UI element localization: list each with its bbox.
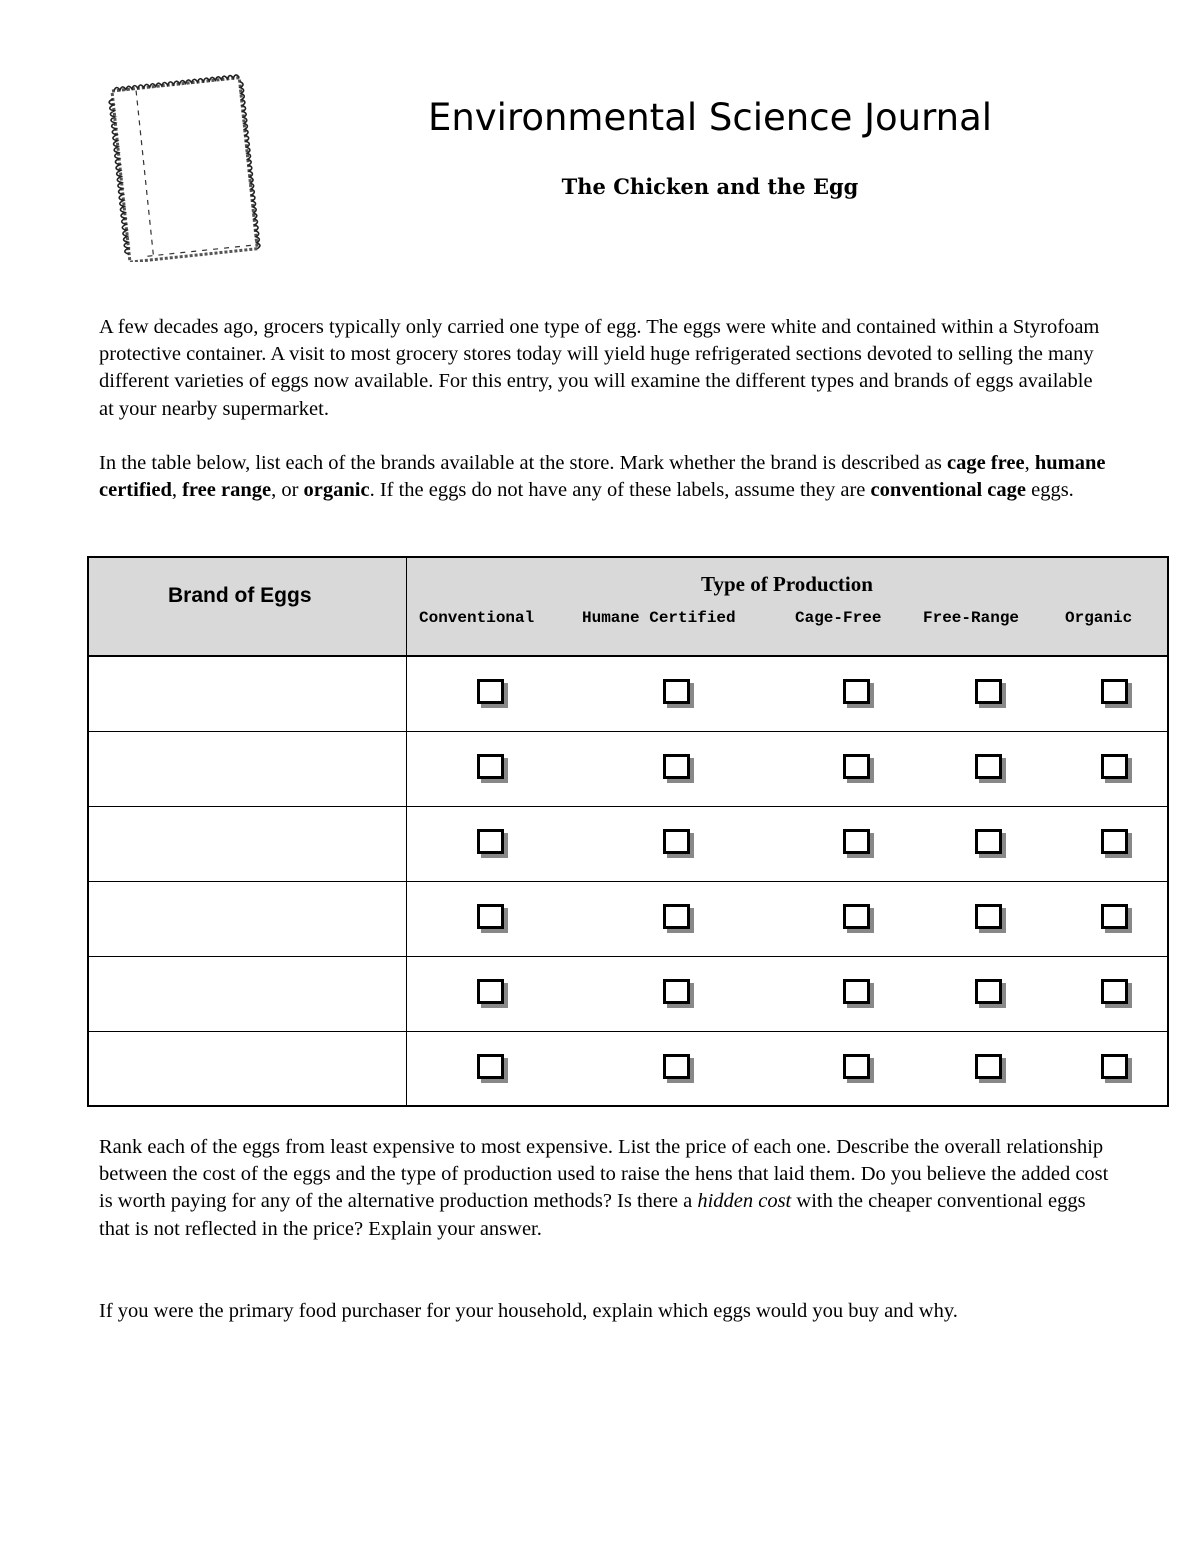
production-type-cell [407,1031,1169,1106]
checkbox-conventional[interactable] [477,979,504,1004]
checkbox-humane-certified[interactable] [663,679,690,704]
column-header-conventional: Conventional [419,609,535,627]
checkbox-free-range[interactable] [975,754,1002,779]
label-humane-certified: humane certified [99,452,1106,502]
production-type-header [407,557,1169,656]
notebook-icon [98,66,268,262]
brand-input-cell[interactable] [88,731,407,806]
checkbox-cage-free[interactable] [843,904,870,929]
checkbox-organic[interactable] [1101,829,1128,854]
label-cage-free: cage free [946,452,1025,474]
brand-input-cell[interactable] [88,1031,407,1106]
production-type-columns [407,609,1167,631]
brand-input-cell[interactable] [88,956,407,1031]
checkbox-humane-certified[interactable] [663,904,690,929]
checkbox-organic[interactable] [1101,904,1128,929]
hidden-cost-term: hidden cost [697,1190,792,1213]
separator: , [1024,452,1035,474]
checkbox-conventional[interactable] [477,904,504,929]
column-header-free-range: Free-Range [923,609,1020,627]
production-type-cell [407,881,1169,956]
table-row [88,731,1168,806]
table-header-row [88,557,1168,656]
checkbox-conventional[interactable] [477,829,504,854]
checkbox-conventional[interactable] [477,1054,504,1079]
checkbox-organic[interactable] [1101,754,1128,779]
checkbox-organic[interactable] [1101,1054,1128,1079]
egg-brands-table [87,556,1169,1107]
intro-paragraph: A few decades ago, grocers typically only carried one type of egg. The eggs were white and contained within a Styrofoam protective container. A visit to most grocery stores today will yield huge refrigerated sections devoted to selling the many different varieties of eggs now available. For this entry, you will examine the different types and brands of eggs available at your nearby supermarket. [99,316,1100,420]
checkbox-free-range[interactable] [975,979,1002,1004]
checkbox-free-range[interactable] [975,829,1002,854]
brand-column-header [88,557,407,656]
production-type-cell [407,806,1169,881]
final-question: If you were the primary food purchaser for your household, explain which eggs would you buy and why. [99,1300,958,1322]
page-subtitle: The Chicken and the Egg [561,174,859,199]
checkbox-cage-free[interactable] [843,679,870,704]
instructions-paragraph [99,450,1109,504]
production-type-cell [407,656,1169,731]
checkbox-humane-certified[interactable] [663,1054,690,1079]
checkbox-cage-free[interactable] [843,754,870,779]
label-organic: organic [303,479,370,502]
checkbox-organic[interactable] [1101,679,1128,704]
instructions-text: In the table below, list each of the brands available at the store. Mark whether the brand is described as [99,452,947,474]
instructions-text: . If the eggs do not have any of these labels, assume they are [369,479,871,502]
production-type-cell [407,731,1169,806]
question-paragraph [99,1134,1109,1243]
column-header-organic: Organic [1065,609,1133,627]
column-header-cage-free: Cage-Free [795,609,882,627]
checkbox-free-range[interactable] [975,679,1002,704]
checkbox-humane-certified[interactable] [663,979,690,1004]
checkbox-humane-certified[interactable] [663,829,690,854]
checkbox-conventional[interactable] [477,679,504,704]
checkbox-humane-certified[interactable] [663,754,690,779]
checkbox-cage-free[interactable] [843,1054,870,1079]
checkbox-cage-free[interactable] [843,979,870,1004]
table-row [88,956,1168,1031]
table-row [88,1031,1168,1106]
production-type-title: Type of Production [701,572,873,596]
separator: , or [271,479,304,502]
label-conventional-cage: conventional cage [870,479,1026,502]
brand-column-header-label: Brand of Eggs [168,584,312,607]
instructions-text: eggs. [1025,479,1074,502]
page-title: Environmental Science Journal [427,96,993,139]
brand-input-cell[interactable] [88,881,407,956]
table-row [88,656,1168,731]
question-text: with the cheaper conventional eggs that is not reflected in the price? Explain your answer. [99,1190,1086,1240]
checkbox-cage-free[interactable] [843,829,870,854]
table-row [88,806,1168,881]
label-free-range: free range [182,479,272,502]
table-row [88,881,1168,956]
question-text: Rank each of the eggs from least expensive to most expensive. List the price of each one. Describe the overall relationship between the cost of the eggs and the type of production used to raise the hens that laid them. Do you believe the added cost is worth paying for any of the alternative production methods? Is there a [99,1136,1109,1213]
column-header-humane-certified: Humane Certified [582,609,736,627]
brand-input-cell[interactable] [88,806,407,881]
checkbox-conventional[interactable] [477,754,504,779]
checkbox-organic[interactable] [1101,979,1128,1004]
separator: , [171,479,183,502]
production-type-cell [407,956,1169,1031]
checkbox-free-range[interactable] [975,904,1002,929]
checkbox-free-range[interactable] [975,1054,1002,1079]
brand-input-cell[interactable] [88,656,407,731]
